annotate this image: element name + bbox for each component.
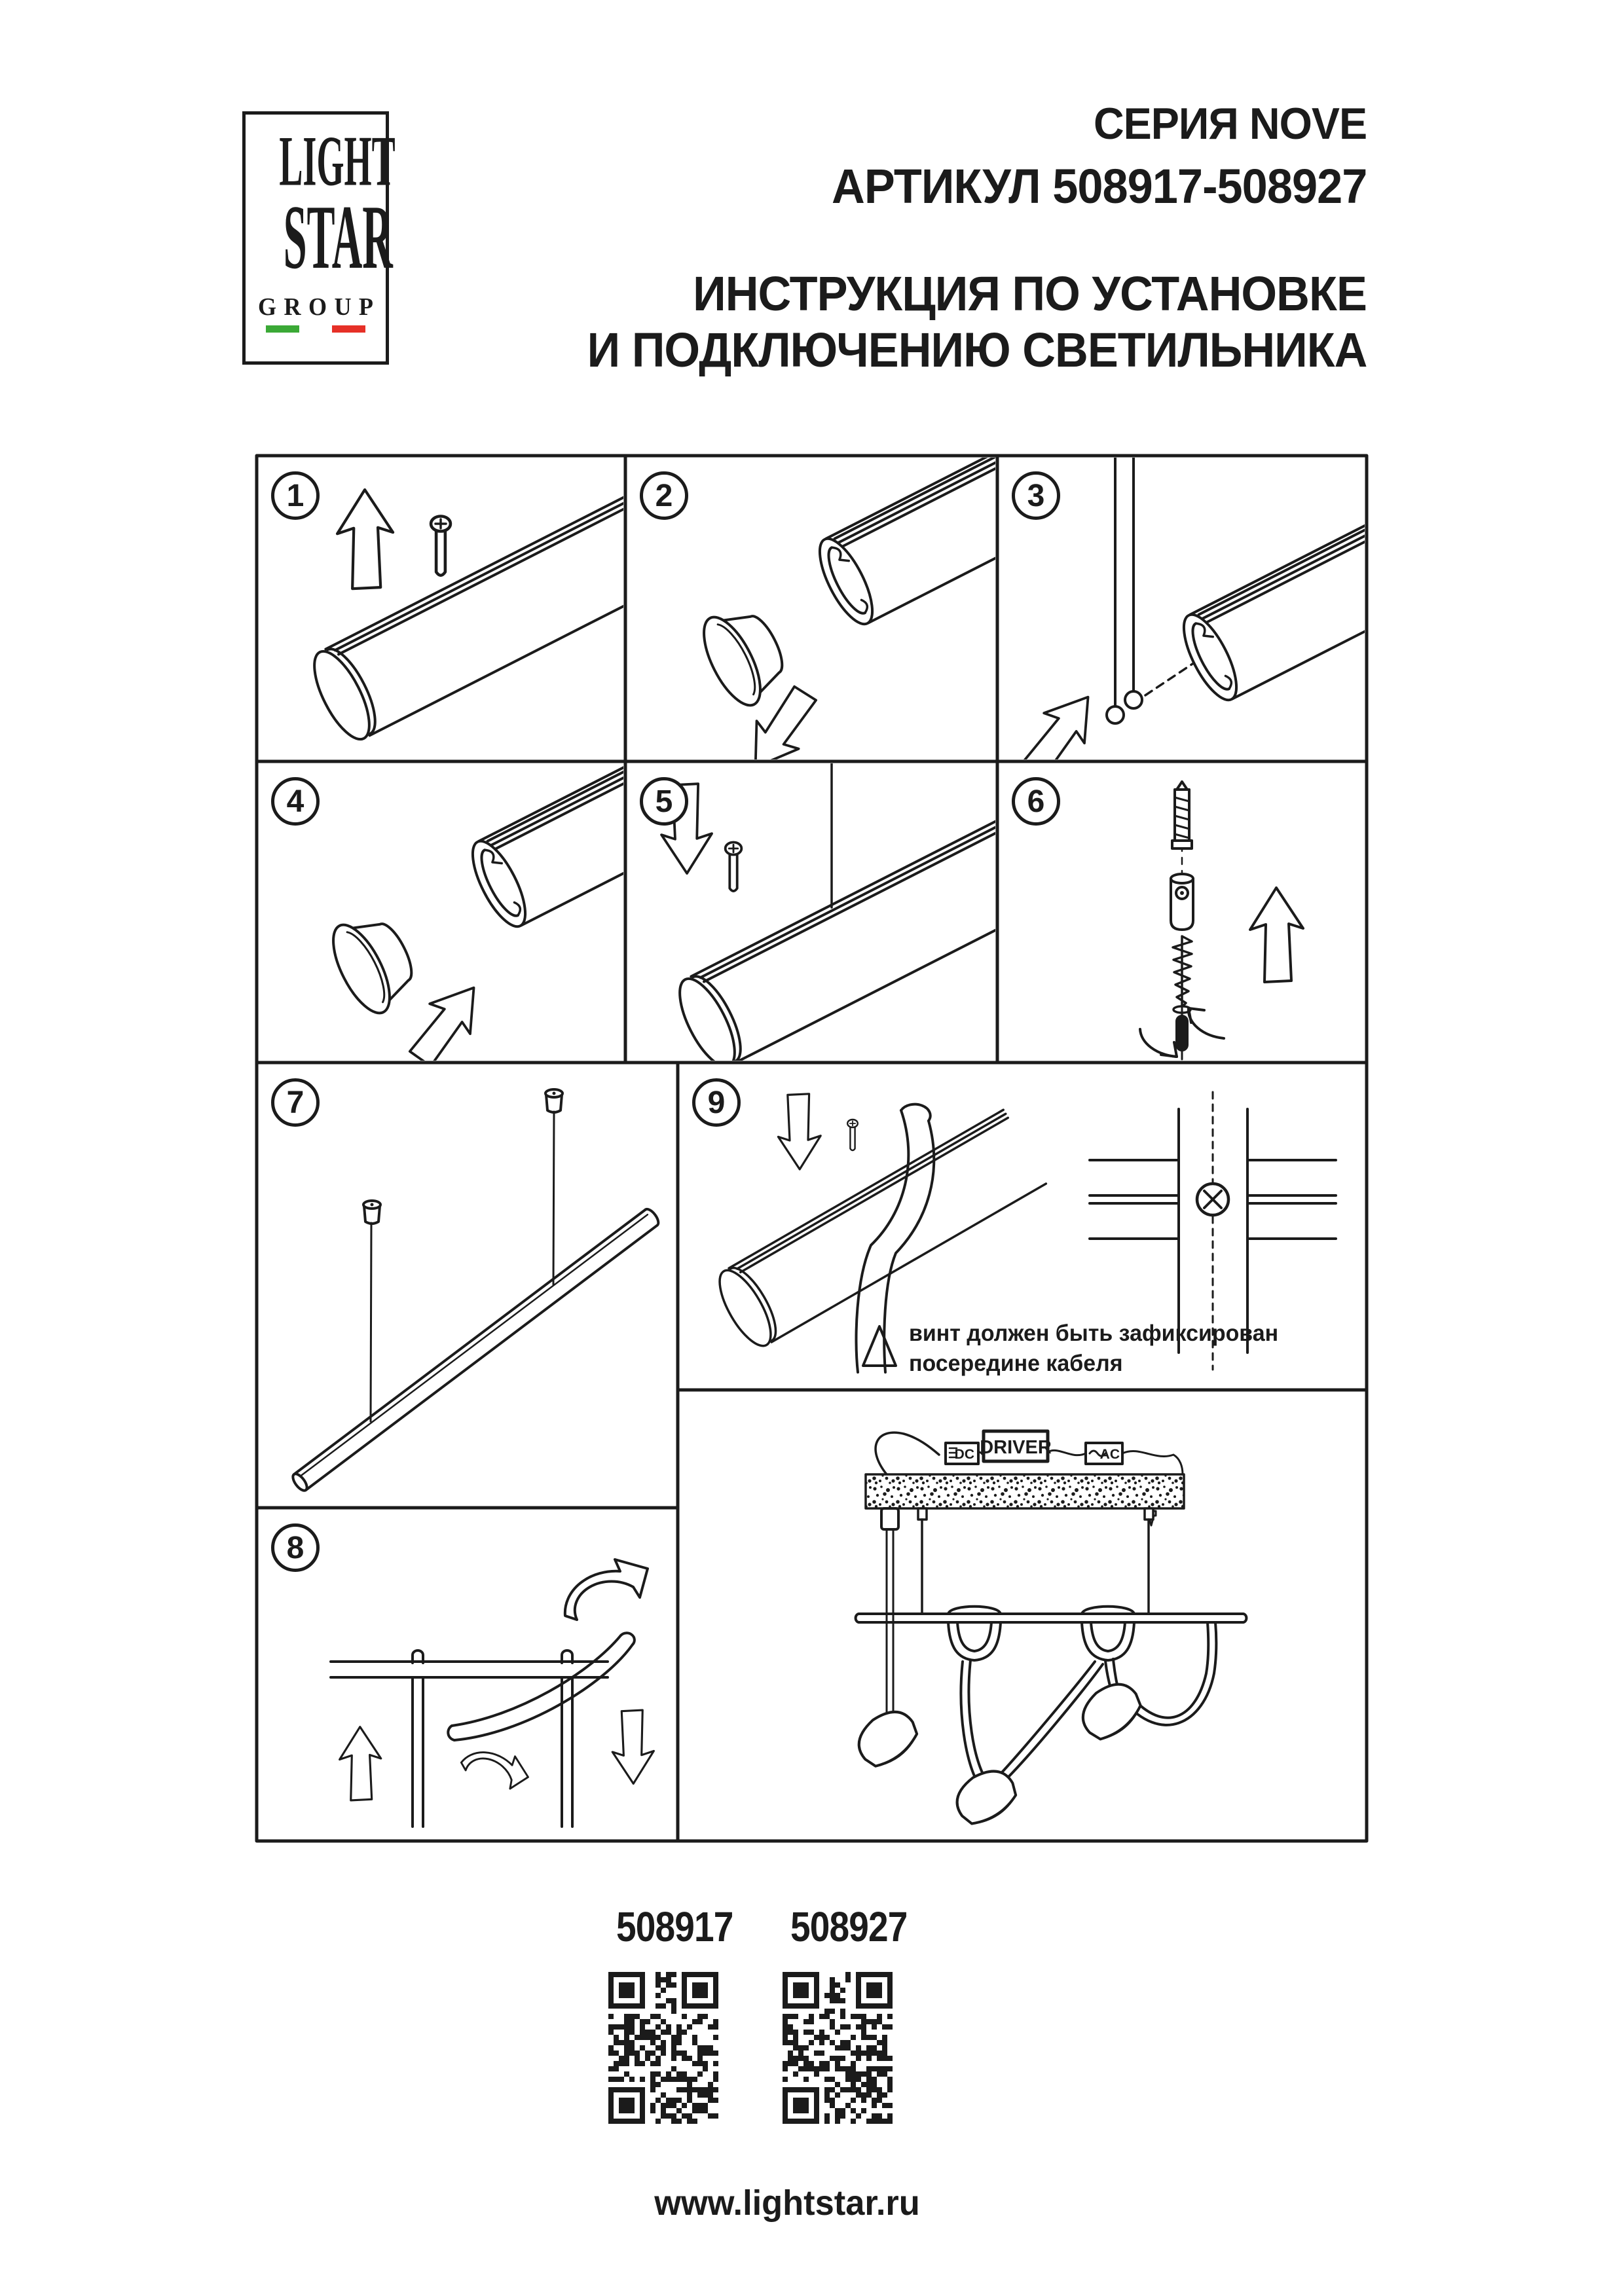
series-title: СЕРИЯ NOVE [1093, 99, 1367, 149]
step-3-illustration [1013, 449, 1558, 784]
logo-word-light: LIGHT [279, 122, 396, 201]
step-9-badge: 9 [692, 1078, 741, 1127]
ac-label: AC [1099, 1447, 1120, 1462]
step-6-badge: 6 [1012, 777, 1060, 826]
step-2-badge: 2 [640, 471, 688, 520]
step-3-badge: 3 [1012, 471, 1060, 520]
page-title-line1: ИНСТРУКЦИЯ ПО УСТАНОВКЕ [693, 266, 1367, 321]
step-1-illustration [303, 486, 690, 747]
step-7-illustration [290, 1089, 661, 1493]
warning-note [909, 1319, 1278, 1379]
dc-label: DC [954, 1447, 974, 1462]
website-url: www.lightstar.ru [654, 2183, 920, 2223]
qr-code-2 [783, 1972, 893, 2124]
driver-label: DRIVER [980, 1437, 1052, 1458]
step-7-badge: 7 [271, 1078, 320, 1127]
step-4-badge: 4 [271, 777, 320, 826]
step-8-illustration [331, 1559, 654, 1827]
step-8-badge: 8 [271, 1523, 320, 1572]
article-number: АРТИКУЛ 508917-508927 [831, 159, 1367, 213]
page-title-line2: И ПОДКЛЮЧЕНИЮ СВЕТИЛЬНИКА [587, 323, 1367, 377]
warning-triangle-icon [863, 1326, 896, 1366]
step-1-badge: 1 [271, 471, 320, 520]
warning-line1: винт должен быть зафиксирован [909, 1321, 1279, 1346]
qr-label-2: 508927 [790, 1903, 908, 1950]
assembly-overview-illustration [849, 1431, 1247, 1831]
qr-code-1 [608, 1972, 718, 2124]
step-5-badge: 5 [640, 777, 688, 826]
qr-label-1: 508917 [616, 1903, 733, 1950]
step-6-illustration [1140, 782, 1303, 1059]
logo-word-group: GROUP [258, 293, 381, 321]
logo-word-star: STAR [283, 187, 393, 288]
warning-line2: посередине кабеля [909, 1351, 1123, 1376]
